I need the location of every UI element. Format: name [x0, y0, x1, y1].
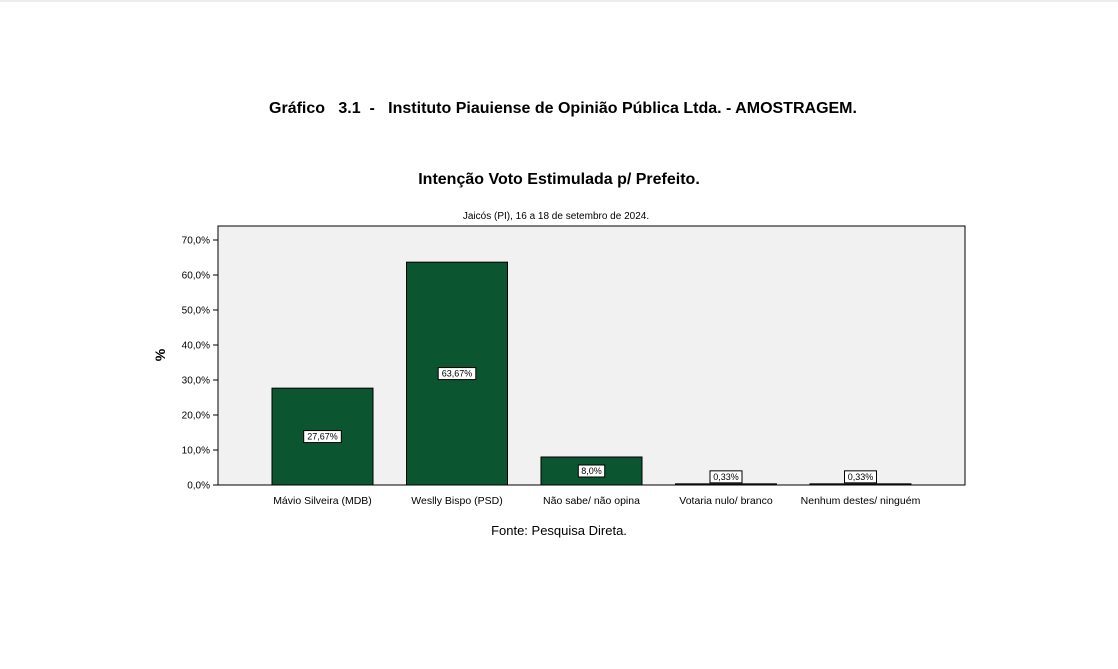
bar — [676, 484, 777, 485]
data-label: 0,33% — [847, 471, 874, 482]
x-tick-label: Mávio Silveira (MDB) — [273, 495, 372, 507]
y-tick-label: 20,0% — [181, 410, 210, 422]
y-tick-label: 30,0% — [181, 375, 210, 387]
source-note: Fonte: Pesquisa Direta. — [491, 523, 627, 538]
y-tick-label: 60,0% — [181, 270, 210, 282]
y-tick-label: 10,0% — [181, 445, 210, 457]
y-tick-label: 0,0% — [187, 480, 210, 492]
y-tick-label: 40,0% — [181, 340, 210, 352]
y-axis-label: % — [152, 348, 168, 362]
chart-subtitle: Jaicós (PI), 16 a 18 de setembro de 2024. — [462, 211, 650, 222]
x-tick-label: Weslly Bispo (PSD) — [411, 495, 503, 507]
data-label: 0,33% — [713, 471, 739, 482]
chart-title: Intenção Voto Estimulada p/ Prefeito. — [418, 171, 700, 188]
y-tick-label: 70,0% — [181, 235, 210, 247]
figure-title: Gráfico 3.1 - Instituto Piauiense de Opinião Pública Ltda. - AMOSTRAGEM. — [269, 100, 857, 117]
x-tick-label: Votaria nulo/ branco — [679, 495, 773, 507]
data-label: 8,0% — [581, 466, 602, 476]
x-tick-label: Nenhum destes/ ninguém — [800, 495, 921, 507]
x-tick-label: Não sabe/ não opina — [543, 495, 640, 507]
bar — [810, 484, 911, 485]
data-label: 63,67% — [441, 368, 473, 379]
y-tick-label: 50,0% — [181, 305, 210, 317]
data-label: 27,67% — [307, 431, 338, 442]
